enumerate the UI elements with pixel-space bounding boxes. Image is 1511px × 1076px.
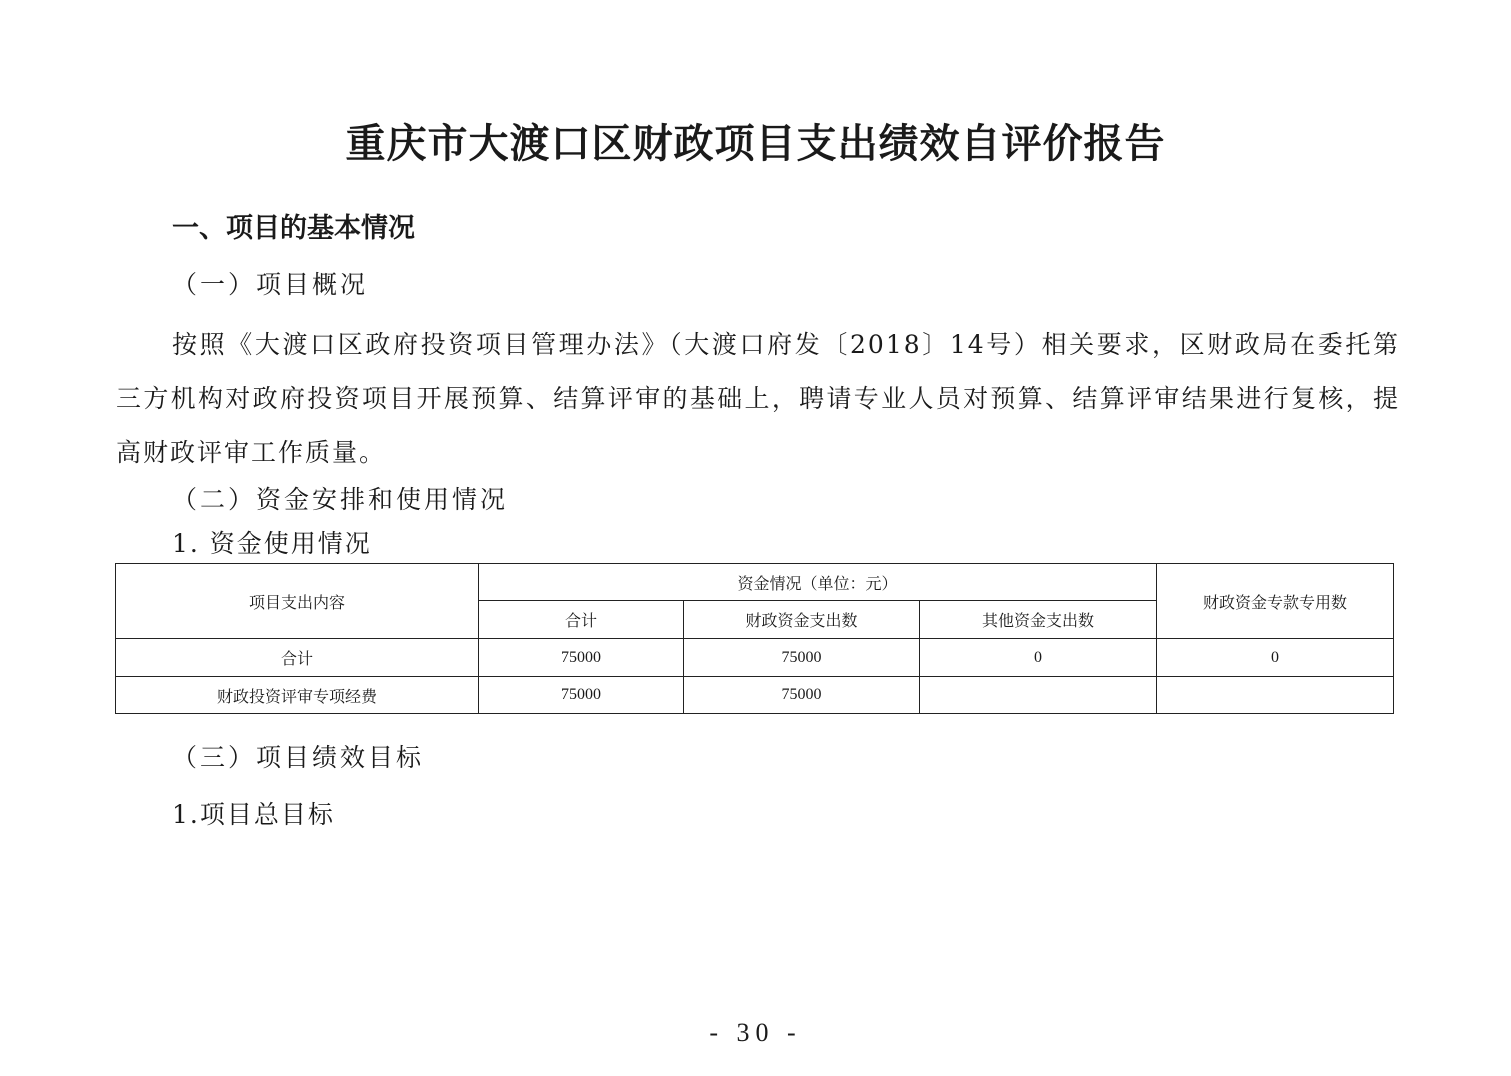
fund-usage-table (115, 563, 1394, 714)
cell-fiscal: 75000 (684, 677, 920, 714)
cell-total: 75000 (479, 639, 684, 677)
header-other: 其他资金支出数 (920, 601, 1157, 639)
item-fund-usage: 1. 资金使用情况 (172, 529, 372, 558)
item-overall-goal: 1.项目总目标 (172, 800, 335, 829)
section-heading-basic-info: 一、项目的基本情况 (172, 213, 415, 244)
cell-special (1157, 677, 1394, 714)
overview-paragraph: 按照《大渡口区政府投资项目管理办法》（大渡口府发〔2018〕14号）相关要求，区财政局在委托第三方机构对政府投资项目开展预算、结算评审的基础上，聘请专业人员对预算、结算评审结果进行复核，提高财政评审工作质量。 (116, 330, 1400, 467)
table-row (116, 639, 1394, 677)
header-total: 合计 (479, 601, 684, 639)
cell-fiscal: 75000 (684, 639, 920, 677)
header-fiscal: 财政资金支出数 (684, 601, 920, 639)
table-row (116, 677, 1394, 714)
header-funds: 资金情况（单位：元） (479, 564, 1157, 601)
page-number: - 30 - (709, 1018, 802, 1047)
header-special: 财政资金专款专用数 (1157, 564, 1394, 639)
cell-item: 合计 (116, 639, 479, 677)
subsection-funding: （二）资金安排和使用情况 (172, 485, 509, 514)
cell-other: 0 (920, 639, 1157, 677)
cell-other (920, 677, 1157, 714)
table-header-row (116, 564, 1394, 601)
header-item: 项目支出内容 (116, 564, 479, 639)
subsection-project-overview: （一）项目概况 (172, 270, 369, 299)
subsection-performance-goals: （三）项目绩效目标 (172, 743, 425, 772)
report-title: 重庆市大渡口区财政项目支出绩效自评价报告 (345, 120, 1166, 167)
cell-total: 75000 (479, 677, 684, 714)
cell-special: 0 (1157, 639, 1394, 677)
cell-item: 财政投资评审专项经费 (116, 677, 479, 714)
